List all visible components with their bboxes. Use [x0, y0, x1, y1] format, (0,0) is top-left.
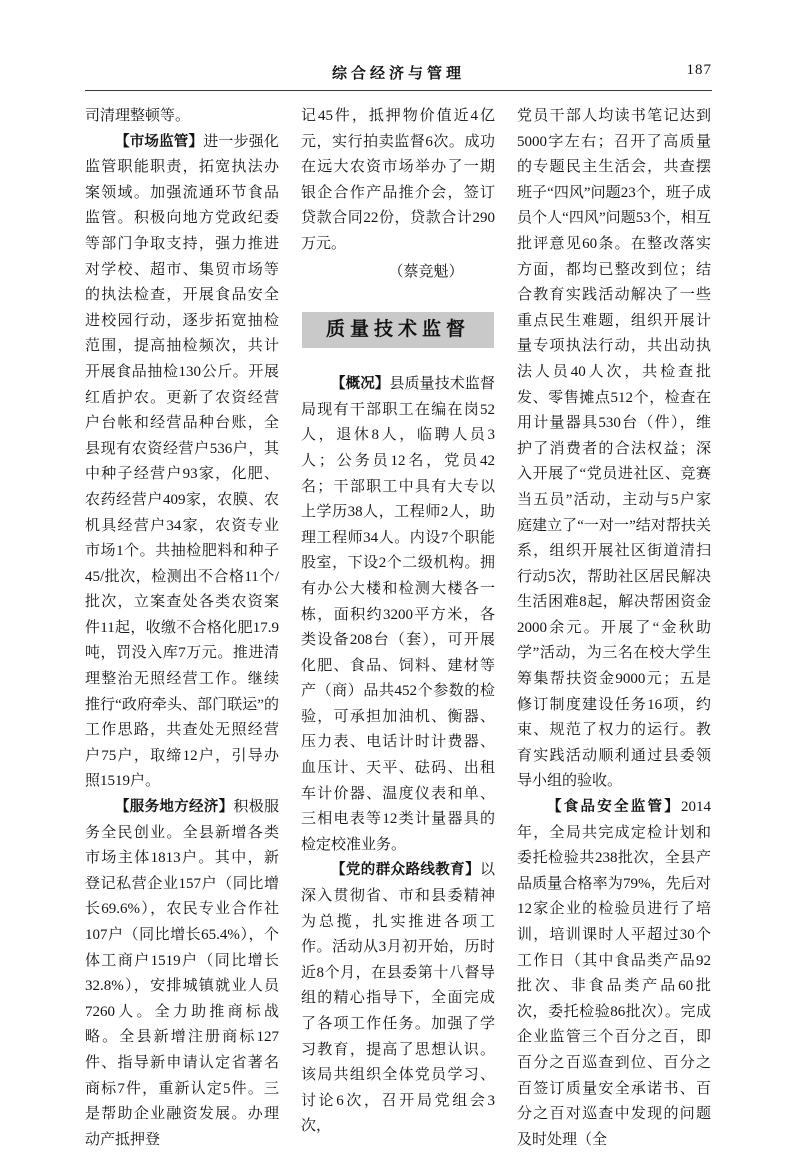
entry-text: 2014年，全局共完成定检计划和委托检验共238批次，全县产品质量合格率为79%，先后对12家企业的检验员进行了培训，培训课时人平超过30个工作日（其中食品类产品92批次、非食品类产品60批次，委托检验86批次）。完成企业监管三个百分之百，即百分之百巡查到位、百分之百签订质量安全承诺书、百分之百对巡查中发现的问题及时处理（全: [517, 799, 711, 1148]
entry-food-safety-supervision: [517, 795, 711, 1153]
entry-text: 积极服务全民创业。全县新增各类市场主体1813户。其中，新登记私营企业157户（同比增长69.6%），农民专业合作社107户（同比增长65.4%），个体工商户1519户（同比增长32.8%），安排城镇就业人员7260人。全力助推商标战略。全县新增注册商标127件、指导新申请认定省著名商标7件，重新认定5件。三是帮助企业融资发展。办理动产抵押登: [85, 799, 279, 1148]
header-row: [85, 62, 712, 83]
entry-label: 【市场监管】: [115, 133, 204, 150]
section-title: 质量技术监督: [302, 312, 494, 348]
entry-label: 【食品安全监管】: [547, 799, 681, 816]
author-attribution: （蔡竞魁）: [388, 263, 464, 280]
continuation-paragraph: 记45件，抵押物价值近4亿元，实行拍卖监督6次。成功在远大农资市场举办了一期银企合作产品推介会，签订贷款合同22份，贷款合计290万元。: [301, 108, 495, 252]
entry-text: 以深入贯彻省、市和县委精神为总揽，扎实推进各项工作。活动从3月初开始，历时近8个月，在县委第十八督导组的精心指导下，全面完成了各项工作任务。加强了学习教育，提高了思想认识。该局共组织全体党员学习、讨论6次，召开局党组会3次，: [301, 862, 495, 1135]
page-header: [85, 62, 712, 91]
entry-serving-local-economy: [85, 795, 279, 1153]
entry-mass-line-education: [301, 858, 495, 1140]
entry-label: 【服务地方经济】: [115, 799, 234, 816]
entry-label: 【党的群众路线教育】: [331, 862, 480, 879]
entry-text: 进一步强化监管职能职责，拓宽执法办案领域。加强流通环节食品监管。积极向地方党政纪委等部门争取支持，强力推进对学校、超市、集贸市场等的执法检查，开展食品安全进校园行动，逐步拓宽抽检范围，提高抽检频次，共计开展食品抽检130公斤。开展红盾护农。更新了农资经营户台帐和经营品种台账，全县现有农资经营户536户，其中种子经营户93家，化肥、农药经营户409家，农膜、农机具经营户34家，农资专业市场1个。共抽检肥料和种子45/批次，检测出不合格11个/批次，立案查处各类农资案件11起，收缴不合格化肥17.9吨，罚没入库7万元。推进清理整治无照经营工作。继续推行“政府牵头、部门联运”的工作思路，共查处无照经营户75户，取缔12户，引导办照1519户。: [85, 133, 279, 790]
entry-label: 【概况】: [331, 376, 390, 393]
running-head: 综合经济与管理: [331, 66, 465, 82]
entry-market-supervision: [85, 130, 279, 795]
continuation-paragraph: 党员干部人均读书笔记达到5000字左右；召开了高质量的专题民主生活会，共查摆班子“四风”问题23个，班子成员个人“四风”问题53个，相互批评意见60条。在整改落实方面，都均已整改到位；结合教育实践活动解决了一些重点民生难题，组织开展计量专项执法行动，共出动执法人员40人次，共检查批发、零售摊点512个，检查在用计量器具530台（件），维护了消费者的合法权益；深入开展了“党员进社区、竞赛当五员”活动，主动与5户家庭建立了“一对一”结对帮扶关系，组织开展社区街道清扫行动5次，帮助社区居民解决生活困难8起，解决帮困资金2000余元。开展了“金秋助学”活动，为三名在校大学生筹集帮扶资金9000元；五是修订制度建设任务16项，约束、规范了权力的运行。教育实践活动顺利通过县委领导小组的验收。: [517, 108, 711, 790]
column-2: [301, 104, 495, 1153]
page-number: 187: [686, 62, 712, 78]
entry-overview: [301, 372, 495, 858]
entry-text: 县质量技术监督局现有干部职工在编在岗52人，退休8人，临聘人员3人；公务员12名，党员42名；干部职工中具有大专以上学历38人，工程师2人，助理工程师34人。内设7个职能股室，下设2个二级机构。拥有办公大楼和检测大楼各一栋，面积约3200平方米，各类设备208台（套），可开展化肥、食品、饲料、建材等产（商）品共452个参数的检验，可承担加油机、衡器、压力表、电话计时计费器、血压计、天平、砝码、出租车计价器、温度仪表和单、三相电表等12类计量器具的检定校准业务。: [301, 376, 495, 853]
text-columns: [85, 104, 712, 1153]
column-1: [85, 104, 279, 1153]
column-3: [517, 104, 711, 1153]
continuation-paragraph: 司清理整顿等。: [85, 108, 191, 124]
